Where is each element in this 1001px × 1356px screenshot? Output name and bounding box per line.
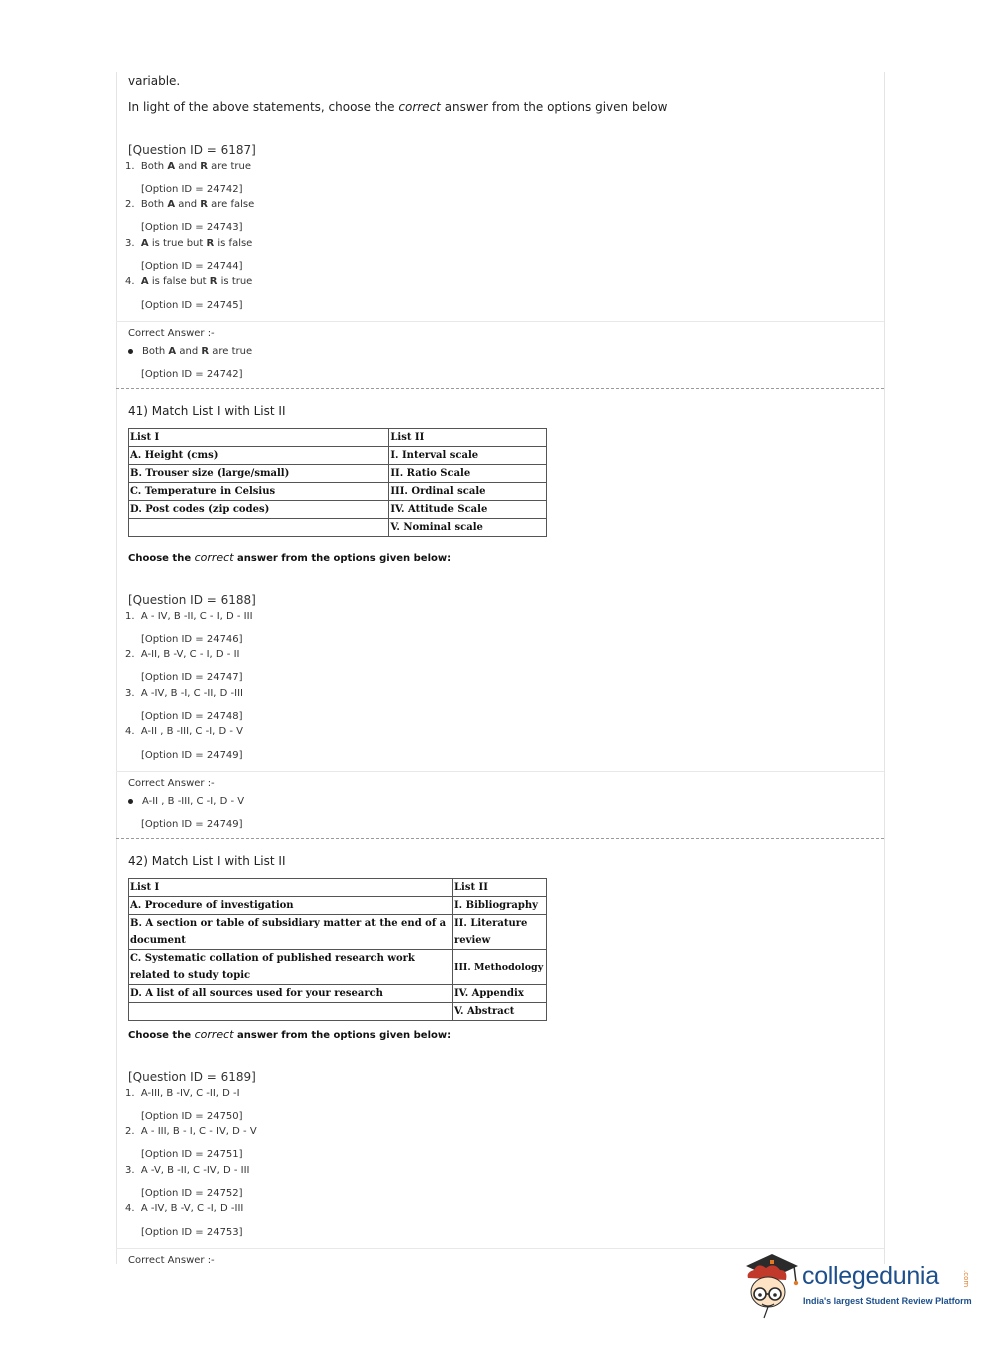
question-divider <box>116 838 884 839</box>
table-row <box>129 1003 547 1021</box>
instruction-text: In light of the above statements, choose the correct answer from the options given below <box>128 100 668 114</box>
table-row <box>129 915 547 950</box>
bullet-icon <box>128 799 133 804</box>
option-1: 1. A - IV, B -II, C - I, D - III <box>125 611 253 622</box>
table-header-row <box>129 879 547 897</box>
option-id: [Option ID = 24752] <box>141 1188 243 1199</box>
option-id: [Option ID = 24749] <box>141 750 243 761</box>
question-heading: 42) Match List I with List II <box>128 854 286 868</box>
table-row <box>129 501 547 519</box>
frame-right-border <box>884 72 885 1264</box>
table-cell: C. Temperature in Celsius <box>129 483 389 501</box>
table-cell: List I <box>129 879 453 897</box>
table-cell: D. A list of all sources used for your research <box>129 985 453 1003</box>
mascot-icon <box>740 1248 802 1320</box>
table-cell: V. Nominal scale <box>389 519 547 537</box>
option-id: [Option ID = 24742] <box>141 184 243 195</box>
option-id: [Option ID = 24744] <box>141 261 243 272</box>
table-cell: List II <box>453 879 547 897</box>
collegedunia-logo <box>740 1248 980 1328</box>
option-3: 3. A is true but R is false <box>125 238 253 249</box>
table-cell <box>129 519 389 537</box>
table-cell: A. Height (cms) <box>129 447 389 465</box>
option-3: 3. A -IV, B -I, C -II, D -III <box>125 688 243 699</box>
table-cell: IV. Appendix <box>453 985 547 1003</box>
correct-answer: Both A and R are true <box>128 346 252 357</box>
option-id: [Option ID = 24747] <box>141 672 243 683</box>
option-id: [Option ID = 24750] <box>141 1111 243 1122</box>
table-cell: List I <box>129 429 389 447</box>
table-cell: D. Post codes (zip codes) <box>129 501 389 519</box>
question-id: [Question ID = 6188] <box>128 593 256 607</box>
option-1: 1. Both A and R are true <box>125 161 252 172</box>
option-id: [Option ID = 24743] <box>141 222 243 233</box>
correct-answer-label: Correct Answer :- <box>128 778 215 789</box>
option-3: 3. A -V, B -II, C -IV, D - III <box>125 1165 250 1176</box>
option-id: [Option ID = 24753] <box>141 1227 243 1238</box>
table-cell: III. Ordinal scale <box>389 483 547 501</box>
table-cell: IV. Attitude Scale <box>389 501 547 519</box>
brand-tagline: India's largest Student Review Platform <box>803 1296 972 1306</box>
correct-answer-label: Correct Answer :- <box>128 1255 215 1266</box>
option-id: [Option ID = 24751] <box>141 1149 243 1160</box>
table-cell: II. Literature review <box>453 915 547 950</box>
table-row <box>129 519 547 537</box>
option-4: 4. A -IV, B -V, C -I, D -III <box>125 1203 244 1214</box>
table-cell: V. Abstract <box>453 1003 547 1021</box>
table-row <box>129 985 547 1003</box>
option-1: 1. A-III, B -IV, C -II, D -I <box>125 1088 240 1099</box>
option-2: 2. A-II, B -V, C - I, D - II <box>125 649 240 660</box>
option-2: 2. Both A and R are false <box>125 199 255 210</box>
brand-name: collegedunia <box>802 1262 939 1290</box>
option-2: 2. A - III, B - I, C - IV, D - V <box>125 1126 257 1137</box>
option-4: 4. A-II , B -III, C -I, D - V <box>125 726 244 737</box>
question-divider <box>116 388 884 389</box>
table-cell: List II <box>389 429 547 447</box>
option-id: [Option ID = 24745] <box>141 300 243 311</box>
question-id: [Question ID = 6189] <box>128 1070 256 1084</box>
question-id: [Question ID = 6187] <box>128 143 256 157</box>
option-id: [Option ID = 24749] <box>141 819 243 830</box>
section-divider <box>116 321 884 322</box>
bullet-icon <box>128 349 133 354</box>
table-cell: B. Trouser size (large/small) <box>129 465 389 483</box>
section-divider <box>116 771 884 772</box>
table-row <box>129 897 547 915</box>
table-row <box>129 950 547 985</box>
option-id: [Option ID = 24742] <box>141 369 243 380</box>
match-table <box>128 878 547 1021</box>
choose-instruction: Choose the correct answer from the options given below: <box>128 1028 452 1041</box>
table-cell: C. Systematic collation of published research work related to study topic <box>129 950 453 985</box>
table-row <box>129 447 547 465</box>
question-heading: 41) Match List I with List II <box>128 404 286 418</box>
option-4: 4. A is false but R is true <box>125 276 253 287</box>
table-cell: A. Procedure of investigation <box>129 897 453 915</box>
option-id: [Option ID = 24746] <box>141 634 243 645</box>
table-header-row <box>129 429 547 447</box>
table-cell: I. Bibliography <box>453 897 547 915</box>
brand-dotcom: .com <box>962 1270 970 1288</box>
correct-answer: A-II , B -III, C -I, D - V <box>128 796 244 807</box>
frame-left-border <box>116 72 117 1264</box>
table-cell: I. Interval scale <box>389 447 547 465</box>
option-id: [Option ID = 24748] <box>141 711 243 722</box>
table-row <box>129 483 547 501</box>
table-cell: B. A section or table of subsidiary matter at the end of a document <box>129 915 453 950</box>
table-cell <box>129 1003 453 1021</box>
choose-instruction: Choose the correct answer from the options given below: <box>128 551 452 564</box>
match-table <box>128 428 547 537</box>
table-cell: III. Methodology <box>453 950 547 985</box>
correct-answer-label: Correct Answer :- <box>128 328 215 339</box>
table-row <box>129 465 547 483</box>
statement-tail: variable. <box>128 74 181 88</box>
table-cell: II. Ratio Scale <box>389 465 547 483</box>
